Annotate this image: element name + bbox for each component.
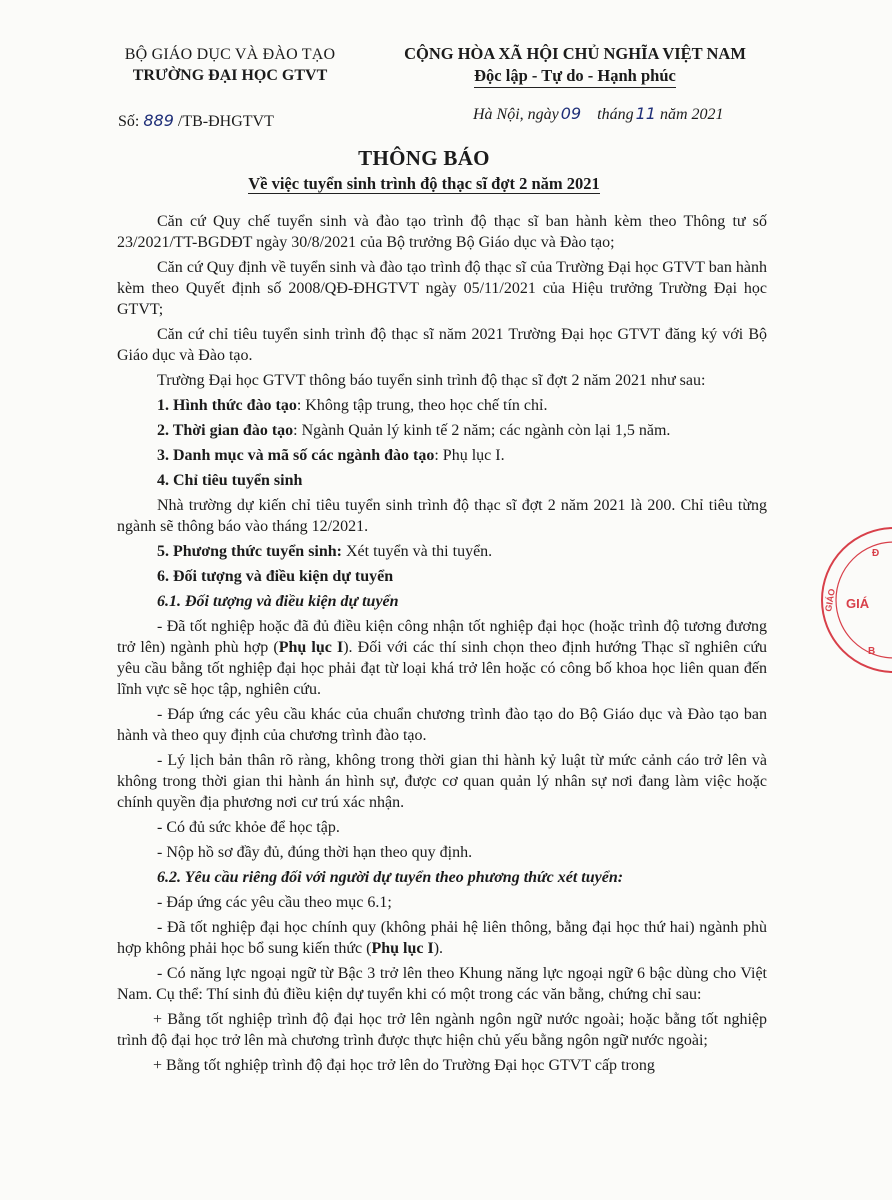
- section-6-1-item-d: - Có đủ sức khỏe để học tập.: [157, 819, 340, 836]
- school-name: TRƯỜNG ĐẠI HỌC GTVT: [132, 67, 328, 84]
- section-6-label: 6. Đối tượng và điều kiện dự tuyển: [157, 568, 394, 585]
- date-year: năm 2021: [659, 106, 724, 123]
- document-number-suffix: /TB-ĐHGTVT: [177, 113, 274, 130]
- section-3-text: : Phụ lục I.: [434, 447, 505, 464]
- section-2-label: 2. Thời gian đào tạo: [157, 422, 294, 439]
- date-month-label: tháng: [597, 106, 634, 123]
- section-3-label: 3. Danh mục và mã số các ngành đào tạo: [157, 447, 435, 464]
- paragraph-basis-3: Căn cứ chỉ tiêu tuyển sinh trình độ thạc sĩ năm 2021 Trường Đại học GTVT đăng ký với Bộ Giáo dục và Đào tạo.: [117, 326, 767, 364]
- document-number-handwritten: 889: [143, 111, 174, 130]
- paragraph-basis-2: Căn cứ Quy định về tuyển sinh và đào tạo trình độ thạc sĩ của Trường Đại học GTVT ban hành kèm theo Quyết định số 2008/QĐ-ĐHGTVT ngày 05/11/2021 của Hiệu trưởng Trường Đại học GTVT;: [117, 259, 767, 318]
- section-4-label: 4. Chỉ tiêu tuyển sinh: [157, 472, 303, 489]
- section-1-label: 1. Hình thức đào tạo: [157, 397, 297, 414]
- section-6-2-heading: [117, 867, 767, 888]
- document-number-label: Số:: [118, 113, 140, 130]
- section-6-2-item-b: - Đã tốt nghiệp đại học chính quy (không phải hệ liên thông, bằng đại học thứ hai) ngành phù hợp không phải học bổ sung kiến thức (Phụ lục I).: [117, 919, 767, 957]
- section-2: [117, 420, 767, 441]
- paragraph-basis-1: Căn cứ Quy chế tuyển sinh và đào tạo trình độ thạc sĩ ban hành kèm theo Thông tư số 23/2021/TT-BGDĐT ngày 30/8/2021 của Bộ trưởng Bộ Giáo dục và Đào tạo;: [117, 213, 767, 251]
- date-day-handwritten: 09: [560, 104, 582, 123]
- section-6-1-item-b: - Đáp ứng các yêu cầu khác của chuẩn chương trình đào tạo do Bộ Giáo dục và Đào tạo ban hành và theo quy định của chương trình đào tạo.: [117, 706, 767, 744]
- seal-text-mid: GIÁ: [846, 596, 870, 611]
- issuer-block: [100, 44, 360, 86]
- document-body: [117, 211, 767, 1080]
- section-1: [117, 395, 767, 416]
- document-title: THÔNG BÁO: [358, 146, 490, 170]
- section-5: [117, 541, 767, 562]
- section-6-2-item-e: + Bằng tốt nghiệp trình độ đại học trở lên do Trường Đại học GTVT cấp trong: [153, 1057, 655, 1074]
- document-subtitle: Về việc tuyển sinh trình độ thạc sĩ đợt 2 năm 2021: [248, 174, 600, 193]
- section-6-1-item-e: - Nộp hồ sơ đầy đủ, đúng thời hạn theo quy định.: [157, 844, 473, 861]
- section-4-text: Nhà trường dự kiến chỉ tiêu tuyển sinh trình độ thạc sĩ đợt 2 năm 2021 là 200. Chỉ tiêu từng ngành sẽ thông báo vào tháng 12/2021.: [117, 497, 767, 535]
- paragraph-intro: Trường Đại học GTVT thông báo tuyển sinh trình độ thạc sĩ đợt 2 năm 2021 như sau:: [157, 372, 706, 389]
- section-6-1-heading: [117, 591, 767, 612]
- section-2-text: : Ngành Quản lý kinh tế 2 năm; các ngành còn lại 1,5 năm.: [293, 422, 671, 439]
- section-6-2-item-d: + Bằng tốt nghiệp trình độ đại học trở lên ngành ngôn ngữ nước ngoài; hoặc bằng tốt nghiệp trình độ đại học trở lên mà chương trình được thực hiện chủ yếu bằng ngôn ngữ nước ngoài;: [117, 1011, 767, 1049]
- seal-text-bottom: B: [868, 646, 876, 657]
- section-6-1-item-a: - Đã tốt nghiệp hoặc đã đủ điều kiện công nhận tốt nghiệp đại học (hoặc trình độ tương đương trở lên) ngành phù hợp (Phụ lục I). Đối với các thí sinh chọn theo định hướng Thạc sĩ nghiên cứu yêu cầu bằng tốt nghiệp đại học phải đạt từ loại khá trở lên hoặc có công bố khoa học liên quan đến lĩnh vực sẽ học tập, nghiên cứu.: [117, 618, 767, 698]
- seal-text-left: GIÁO: [823, 587, 837, 613]
- section-6-2-item-c: - Có năng lực ngoại ngữ từ Bậc 3 trở lên theo Khung năng lực ngoại ngữ 6 bậc dùng cho Việt Nam. Cụ thể: Thí sinh đủ điều kiện dự tuyển khi có một trong các văn bằng, chứng chỉ sau:: [117, 965, 767, 1003]
- section-6-2-label: 6.2. Yêu cầu riêng đối với người dự tuyển theo phương thức xét tuyển:: [157, 869, 624, 886]
- section-4-heading: [117, 470, 767, 491]
- ministry-name: BỘ GIÁO DỤC VÀ ĐÀO TẠO: [124, 46, 336, 63]
- section-1-text: : Không tập trung, theo học chế tín chỉ.: [296, 397, 548, 414]
- section-6-1-label: 6.1. Đối tượng và điều kiện dự tuyển: [157, 593, 399, 610]
- national-heading: [390, 42, 760, 88]
- red-seal-stamp: [812, 522, 892, 682]
- date-month-handwritten: 11: [635, 104, 656, 123]
- document-number: [118, 111, 274, 131]
- section-3: [117, 445, 767, 466]
- document-date: [473, 104, 724, 124]
- date-place: Hà Nội, ngày: [473, 106, 559, 123]
- national-motto: Độc lập - Tự do - Hạnh phúc: [474, 65, 676, 88]
- section-5-label: 5. Phương thức tuyển sinh:: [157, 543, 342, 560]
- section-6-heading: [117, 566, 767, 587]
- seal-text-top: Đ: [872, 548, 880, 559]
- section-5-text: Xét tuyển và thi tuyển.: [341, 543, 493, 560]
- nation-name: CỘNG HÒA XÃ HỘI CHỦ NGHĨA VIỆT NAM: [404, 44, 746, 63]
- section-6-1-item-c: - Lý lịch bản thân rõ ràng, không trong thời gian thi hành kỷ luật từ mức cảnh cáo trở lên và không trong thời gian thi hành án hình sự, được cơ quan quản lý nhân sự nơi đang làm việc hoặc chính quyền địa phương nơi cư trú xác nhận.: [117, 752, 767, 811]
- section-6-2-item-a: - Đáp ứng các yêu cầu theo mục 6.1;: [157, 894, 392, 911]
